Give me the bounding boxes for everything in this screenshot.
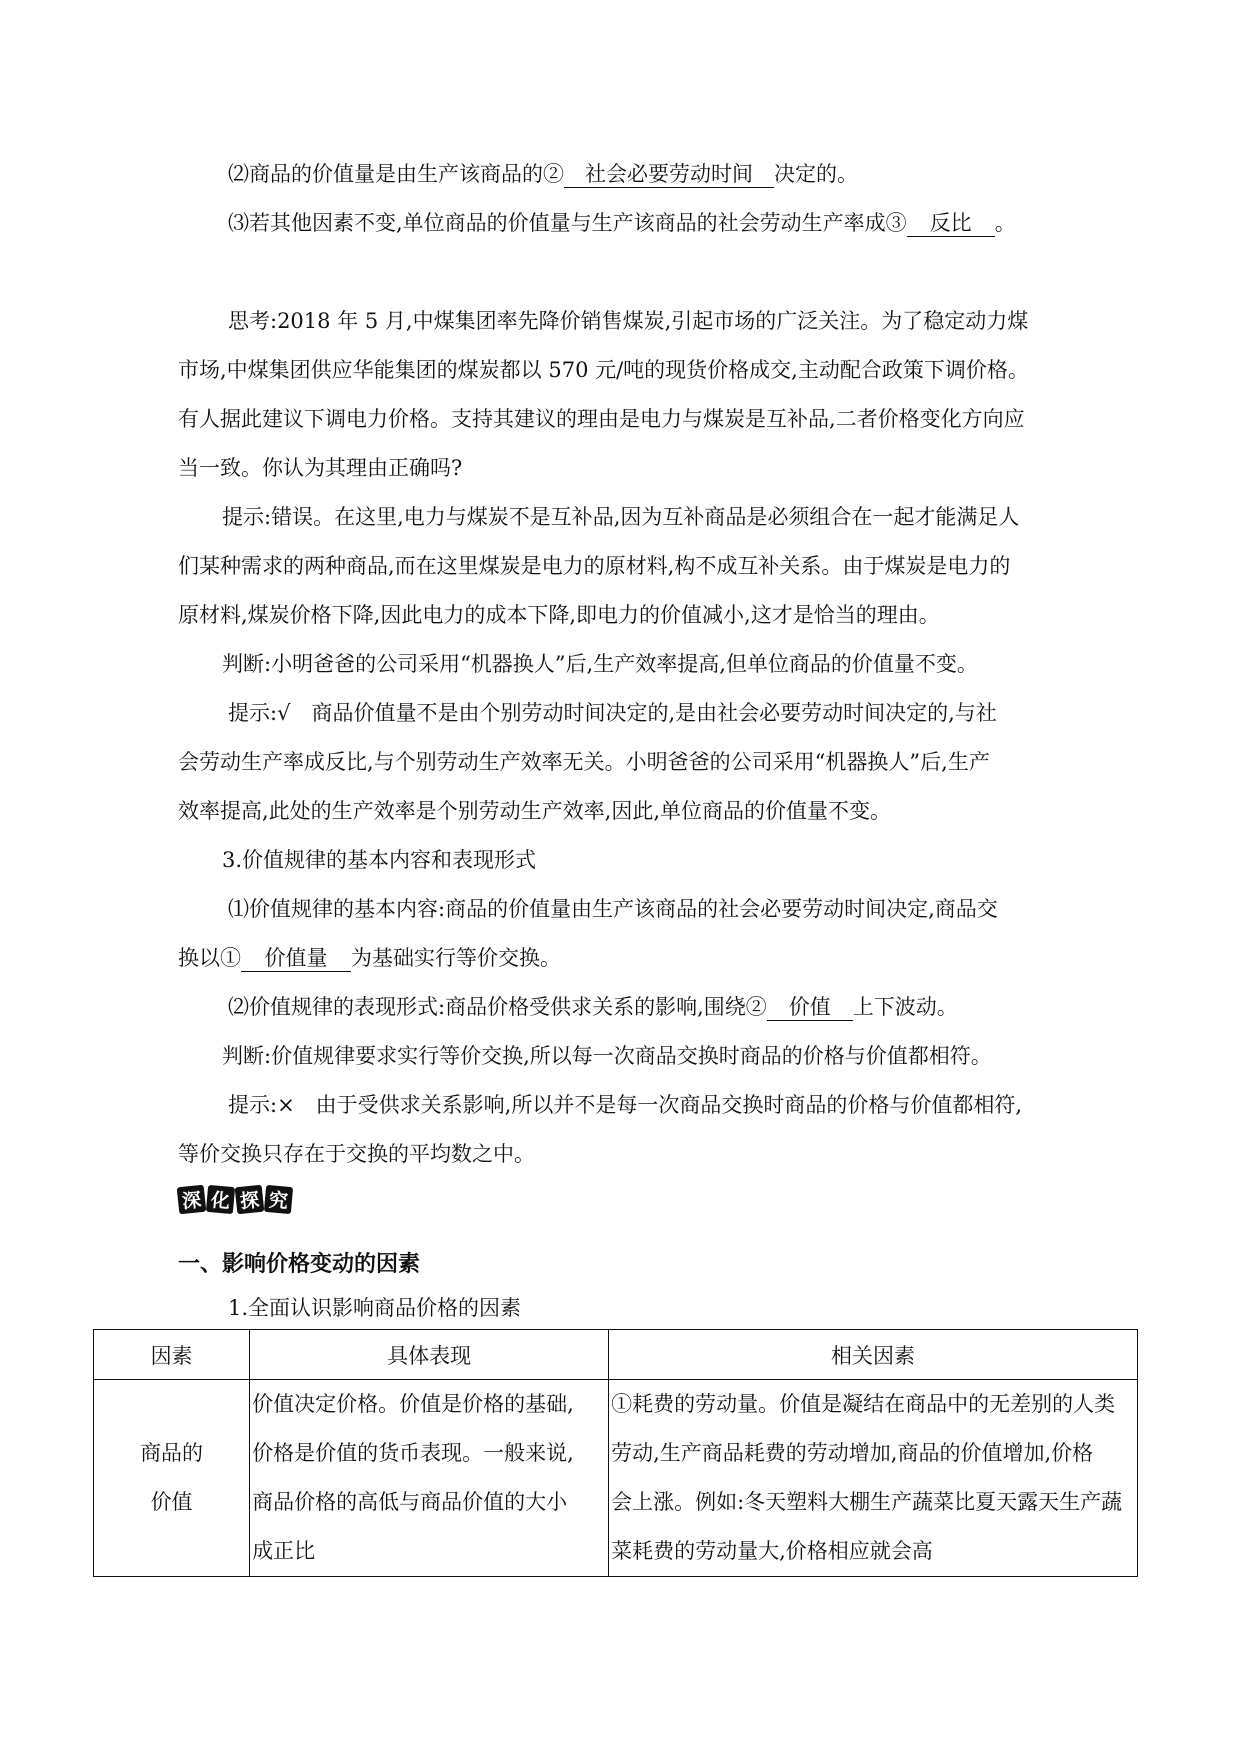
- text-line: 判断:价值规律要求实行等价交换,所以每一次商品交换时商品的价格与价值都相符。: [222, 1044, 992, 1068]
- text-line: 效率提高,此处的生产效率是个别劳动生产效率,因此,单位商品的价值量不变。: [178, 799, 892, 823]
- table-header: 具体表现: [250, 1330, 609, 1380]
- text-line: 提示:√ 商品价值量不是由个别劳动时间决定的,是由社会必要劳动时间决定的,与社: [228, 701, 997, 725]
- subheading: 1.全面认识影响商品价格的因素: [228, 1296, 522, 1320]
- text-line: 有人据此建议下调电力价格。支持其建议的理由是电力与煤炭是互补品,二者价格变化方向应: [178, 407, 1025, 431]
- text-line: 提示:× 由于受供求关系影响,所以并不是每一次商品交换时商品的价格与价值都相符,: [228, 1093, 1023, 1117]
- text-line: 市场,中煤集团供应华能集团的煤炭都以 570 元/吨的现货价格成交,主动配合政策下调价格。: [178, 358, 1029, 382]
- table-header: 因素: [94, 1330, 250, 1380]
- answer-blank: 价值: [767, 994, 853, 1021]
- text-line: 提示:错误。在这里,电力与煤炭不是互补品,因为互补商品是必须组合在一起才能满足人: [222, 505, 1020, 529]
- factors-table: [93, 1329, 1138, 1577]
- table-cell-factor: 商品的 价值: [94, 1380, 250, 1577]
- banner-char: 化: [206, 1185, 235, 1214]
- answer-blank: 反比: [907, 210, 995, 237]
- text-line: 思考:2018 年 5 月,中煤集团率先降价销售煤炭,引起市场的广泛关注。为了稳定动力煤: [228, 309, 1029, 333]
- table-header: 相关因素: [609, 1330, 1138, 1380]
- text-line: 会劳动生产率成反比,与个别劳动生产效率无关。小明爸爸的公司采用“机器换人”后,生产: [178, 750, 990, 774]
- text-line: 换以① 价值量 为基础实行等价交换。: [178, 946, 561, 970]
- text-line: ⑵价值规律的表现形式:商品价格受供求关系的影响,围绕② 价值 上下波动。: [228, 995, 958, 1019]
- table-header-row: [94, 1330, 1138, 1380]
- text-line: ⑶若其他因素不变,单位商品的价值量与生产该商品的社会劳动生产率成③ 反比 。: [228, 211, 1016, 235]
- section-banner: [178, 1186, 292, 1213]
- section-heading: 一、影响价格变动的因素: [178, 1252, 421, 1277]
- banner-char: 深: [177, 1185, 207, 1215]
- table-row: [94, 1380, 1138, 1577]
- text-line: 当一致。你认为其理由正确吗?: [178, 456, 463, 480]
- banner-char: 探: [235, 1185, 265, 1215]
- text-line: ⑵商品的价值量是由生产该商品的② 社会必要劳动时间 决定的。: [228, 162, 858, 186]
- answer-blank: 价值量: [241, 945, 351, 972]
- table-cell-related: ①耗费的劳动量。价值是凝结在商品中的无差别的人类 劳动,生产商品耗费的劳动增加,商品的价值增加,价格 会上涨。例如:冬天塑料大棚生产蔬菜比夏天露天生产蔬 菜耗费的劳动量大,价格相应就会高: [609, 1380, 1138, 1577]
- banner-char: 究: [264, 1185, 293, 1214]
- text-line: ⑴价值规律的基本内容:商品的价值量由生产该商品的社会必要劳动时间决定,商品交: [228, 897, 998, 921]
- text-line: 等价交换只存在于交换的平均数之中。: [178, 1142, 535, 1166]
- table-cell-detail: 价值决定价格。价值是价格的基础, 价格是价值的货币表现。一般来说, 商品价格的高低与商品价值的大小 成正比: [250, 1380, 609, 1577]
- text-line: 判断:小明爸爸的公司采用“机器换人”后,生产效率提高,但单位商品的价值量不变。: [222, 652, 978, 676]
- text-line: 们某种需求的两种商品,而在这里煤炭是电力的原材料,构不成互补关系。由于煤炭是电力的: [178, 554, 1011, 578]
- text-line: 原材料,煤炭价格下降,因此电力的成本下降,即电力的价值减小,这才是恰当的理由。: [178, 603, 940, 627]
- answer-blank: 社会必要劳动时间: [564, 161, 774, 188]
- section-title: 3.价值规律的基本内容和表现形式: [222, 848, 537, 872]
